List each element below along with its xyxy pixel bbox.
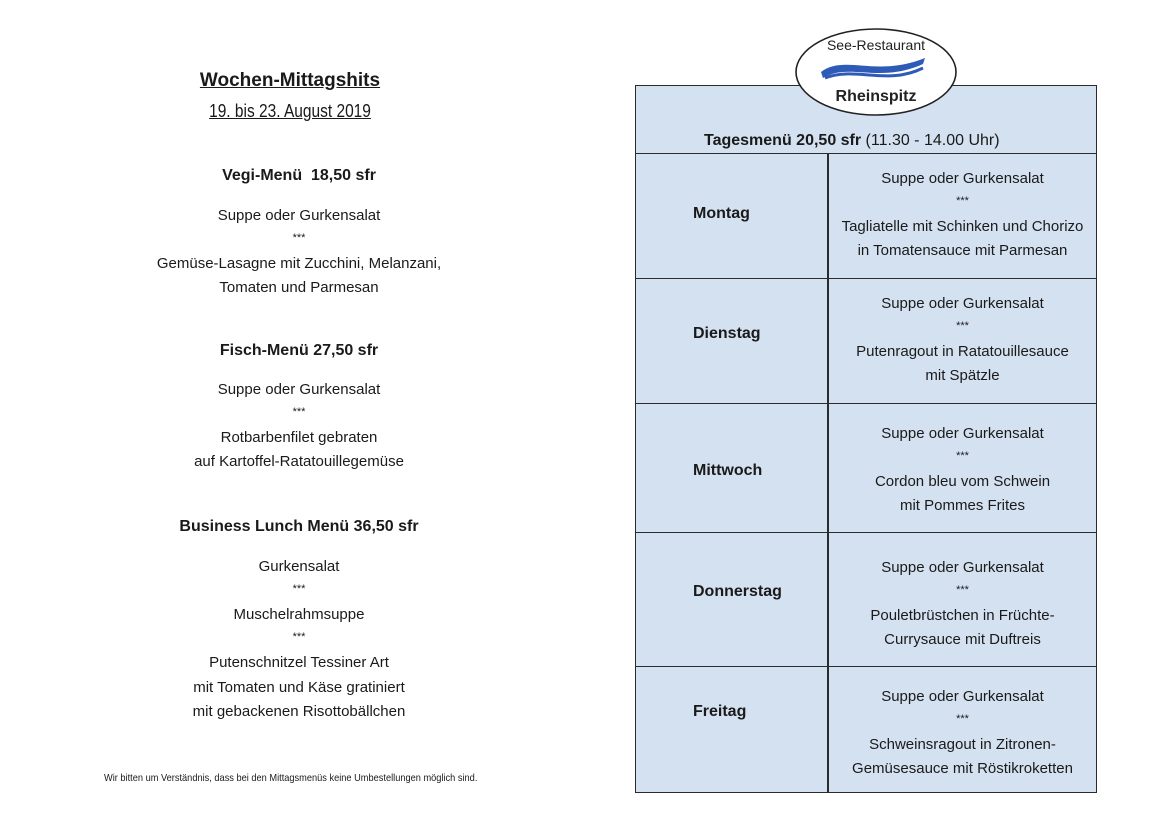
- menu-separator: ***: [292, 406, 306, 418]
- menu-separator: ***: [956, 713, 969, 725]
- menu-line: Suppe oder Gurkensalat: [217, 207, 381, 224]
- day-menu: [829, 292, 1096, 388]
- day-row-freitag: [636, 667, 1096, 792]
- date-range: 19. bis 23. August 2019: [209, 101, 371, 121]
- menu-line: Currysauce mit Duftreis: [884, 631, 1041, 648]
- menu-line: Suppe oder Gurkensalat: [881, 425, 1044, 442]
- menu-line: Tomaten und Parmesan: [219, 279, 379, 296]
- menu-separator: ***: [956, 320, 969, 332]
- menu-separator: ***: [956, 195, 969, 207]
- page-title: Wochen-Mittagshits: [199, 70, 381, 91]
- vegi-menu: [0, 167, 598, 300]
- daily-menu-price: [704, 132, 1000, 150]
- day-menu: [829, 685, 1096, 781]
- menu-line: mit Tomaten und Käse gratiniert: [193, 679, 405, 696]
- day-name: Dienstag: [693, 325, 761, 342]
- menu-line: Suppe oder Gurkensalat: [881, 295, 1044, 312]
- daily-menu-title: Tagesmenü 20,50 sfr: [704, 132, 862, 149]
- menu-line: Gemüse-Lasagne mit Zucchini, Melanzani,: [156, 255, 442, 272]
- day-row-dienstag: [636, 279, 1096, 404]
- day-menu: [829, 167, 1096, 263]
- day-name: Montag: [693, 205, 750, 222]
- day-name: Freitag: [693, 703, 747, 720]
- menu-line: mit Spätzle: [925, 367, 1000, 384]
- menu-heading: Fisch-Menü 27,50 sfr: [219, 342, 379, 359]
- menu-line: Suppe oder Gurkensalat: [217, 381, 381, 398]
- day-name: Mittwoch: [693, 462, 763, 479]
- menu-line: Pouletbrüstchen in Früchte-: [870, 607, 1055, 624]
- footnote: Wir bitten um Verständnis, dass bei den Mittagsmenüs keine Umbestellungen möglich sind.: [104, 772, 478, 784]
- menu-separator: ***: [292, 583, 306, 595]
- menu-line: Putenschnitzel Tessiner Art: [209, 654, 389, 671]
- daily-menu-hours: (11.30 - 14.00 Uhr): [861, 132, 1000, 149]
- menu-heading: Business Lunch Menü 36,50 sfr: [179, 518, 419, 535]
- menu-separator: ***: [292, 232, 306, 244]
- logo-top-text: See-Restaurant: [826, 37, 926, 53]
- menu-line: Suppe oder Gurkensalat: [881, 688, 1044, 705]
- menu-line: Gemüsesauce mit Röstikroketten: [852, 760, 1073, 777]
- fisch-menu: [0, 342, 598, 474]
- menu-separator: ***: [292, 631, 306, 643]
- day-menu: [829, 422, 1096, 518]
- day-row-mittwoch: [636, 404, 1096, 533]
- menu-line: mit Pommes Frites: [899, 497, 1025, 514]
- business-lunch-menu: [0, 518, 598, 724]
- day-name: Donnerstag: [693, 583, 782, 600]
- menu-line: Gurkensalat: [258, 558, 340, 575]
- menu-line: mit gebackenen Risottobällchen: [192, 703, 406, 720]
- menu-line: Suppe oder Gurkensalat: [881, 170, 1044, 187]
- menu-line: Suppe oder Gurkensalat: [881, 559, 1044, 576]
- restaurant-logo: [795, 28, 957, 116]
- menu-line: Putenragout in Ratatouillesauce: [856, 343, 1069, 360]
- day-menu: [829, 556, 1096, 652]
- menu-separator: ***: [956, 584, 969, 596]
- menu-line: Tagliatelle mit Schinken und Chorizo: [841, 218, 1084, 235]
- day-row-montag: [636, 154, 1096, 279]
- menu-separator: ***: [956, 450, 969, 462]
- menu-line: Schweinsragout in Zitronen-: [869, 736, 1056, 753]
- menu-line: Muschelrahmsuppe: [233, 606, 365, 623]
- menu-line: Cordon bleu vom Schwein: [874, 473, 1051, 490]
- logo-bottom-text: Rheinspitz: [835, 88, 917, 105]
- day-row-donnerstag: [636, 533, 1096, 667]
- menu-line: in Tomatensauce mit Parmesan: [857, 242, 1068, 259]
- menu-heading: Vegi-Menü 18,50 sfr: [222, 167, 376, 184]
- menu-line: Rotbarbenfilet gebraten: [220, 429, 378, 446]
- menu-line: auf Kartoffel-Ratatouillegemüse: [194, 453, 404, 470]
- daily-menu-table: [635, 85, 1097, 793]
